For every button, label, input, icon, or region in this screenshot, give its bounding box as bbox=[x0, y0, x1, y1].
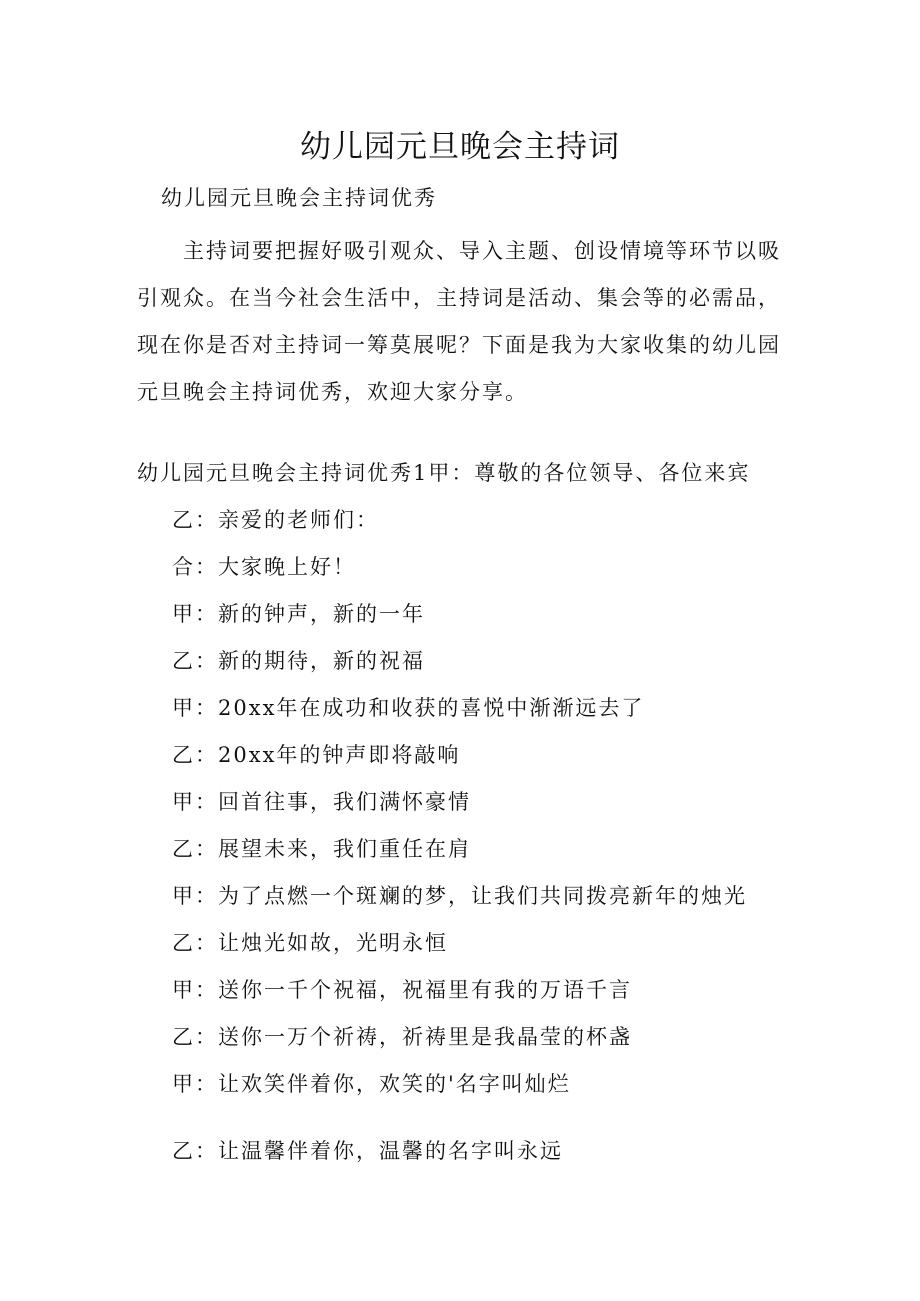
dialogue-line: 合：大家晚上好！ bbox=[172, 555, 356, 579]
dialogue-line: 乙：20xx年的钟声即将敲响 bbox=[172, 743, 461, 767]
intro-line: 主持词要把握好吸引观众、导入主题、创设情境等环节以吸 bbox=[183, 239, 781, 263]
dialogue-line: 乙：让温馨伴着你，温馨的名字叫永远 bbox=[172, 1139, 563, 1163]
dialogue-line: 乙：送你一万个祈祷，祈祷里是我晶莹的杯盏 bbox=[172, 1025, 632, 1049]
dialogue-line: 甲：新的钟声，新的一年 bbox=[172, 602, 425, 626]
dialogue-line: 乙：展望未来，我们重任在肩 bbox=[172, 837, 471, 861]
section-heading: 幼儿园元旦晚会主持词优秀1甲：尊敬的各位领导、各位来宾 bbox=[137, 461, 751, 485]
intro-line: 元旦晚会主持词优秀，欢迎大家分享。 bbox=[137, 380, 528, 404]
dialogue-line: 乙：亲爱的老师们： bbox=[172, 508, 379, 532]
dialogue-line: 乙：新的期待，新的祝福 bbox=[172, 649, 425, 673]
dialogue-line: 甲：让欢笑伴着你，欢笑的'名字叫灿烂 bbox=[172, 1072, 571, 1096]
dialogue-line: 甲：为了点燃一个斑斓的梦，让我们共同拨亮新年的烛光 bbox=[172, 884, 747, 908]
intro-line: 现在你是否对主持词一筹莫展呢？下面是我为大家收集的幼儿园 bbox=[137, 333, 781, 357]
dialogue-line: 乙：让烛光如故，光明永恒 bbox=[172, 931, 448, 955]
intro-line: 引观众。在当今社会生活中，主持词是活动、集会等的必需品， bbox=[137, 286, 781, 310]
dialogue-line: 甲：20xx年在成功和收获的喜悦中渐渐远去了 bbox=[172, 696, 645, 720]
intro-paragraph bbox=[137, 228, 797, 416]
document-title: 幼儿园元旦晚会主持词 bbox=[300, 129, 620, 165]
document-subtitle: 幼儿园元旦晚会主持词优秀 bbox=[161, 186, 437, 210]
dialogue-line: 甲：回首往事，我们满怀豪情 bbox=[172, 790, 471, 814]
dialogue-list bbox=[172, 503, 747, 1163]
dialogue-line: 甲：送你一千个祝福，祝福里有我的万语千言 bbox=[172, 978, 632, 1002]
